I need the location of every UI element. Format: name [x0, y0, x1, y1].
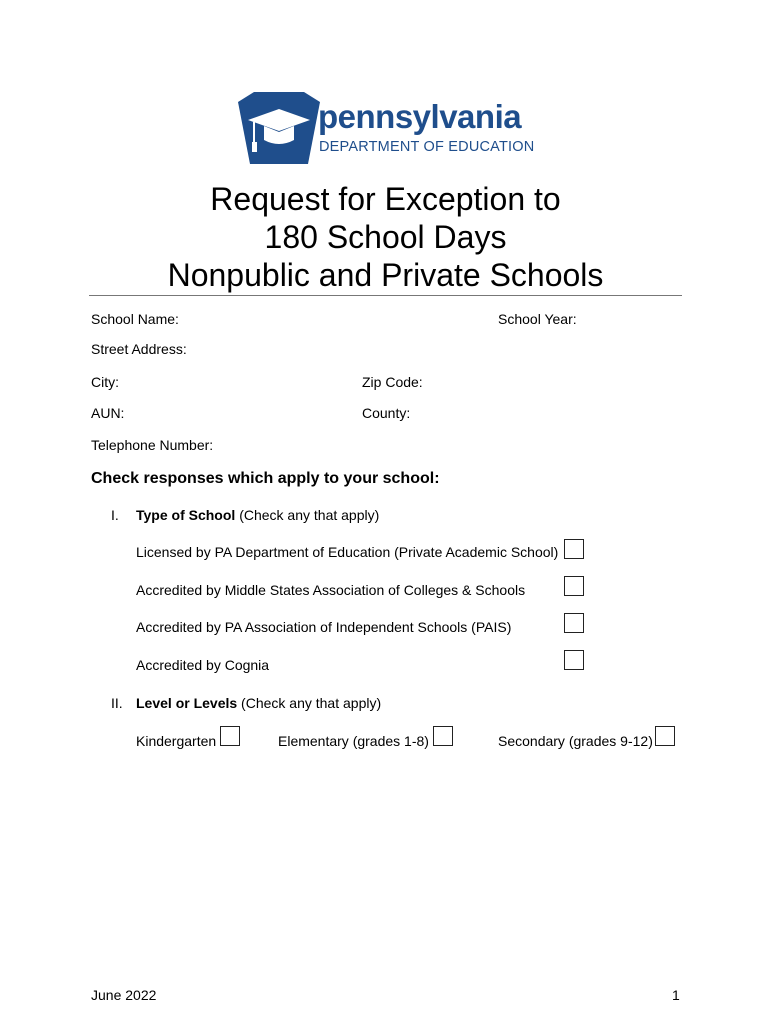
telephone-label: Telephone Number: — [91, 437, 214, 453]
option-middle-states-checkbox[interactable] — [564, 576, 584, 596]
option-kindergarten-label: Kindergarten — [136, 733, 217, 749]
section-2-label — [136, 695, 381, 711]
option-secondary-checkbox[interactable] — [655, 726, 675, 746]
section-1-label-rest: (Check any that apply) — [235, 507, 380, 523]
option-cognia-label: Accredited by Cognia — [136, 657, 270, 673]
check-responses-heading: Check responses which apply to your school: — [91, 470, 440, 487]
section-1-number: I. — [111, 507, 119, 523]
section-2-number: II. — [111, 695, 123, 711]
option-elementary-checkbox[interactable] — [433, 726, 453, 746]
logo-wordmark: pennsylvania — [318, 98, 522, 135]
option-pais-checkbox[interactable] — [564, 613, 584, 633]
option-cognia-checkbox[interactable] — [564, 650, 584, 670]
zip-code-label: Zip Code: — [362, 374, 423, 390]
school-year-label: School Year: — [498, 311, 577, 327]
county-label: County: — [362, 405, 411, 421]
section-1-label-bold: Type of School — [136, 507, 236, 523]
option-secondary-label: Secondary (grades 9-12) — [498, 733, 653, 749]
title-divider — [89, 295, 682, 296]
page-number: 1 — [672, 987, 680, 1003]
street-address-label: Street Address: — [91, 341, 187, 357]
option-elementary-label: Elementary (grades 1-8) — [278, 733, 429, 749]
logo-department: DEPARTMENT OF EDUCATION — [319, 139, 535, 155]
footer-date: June 2022 — [91, 987, 157, 1003]
title-line-2: 180 School Days — [264, 219, 507, 255]
option-kindergarten-checkbox[interactable] — [220, 726, 240, 746]
option-middle-states-label: Accredited by Middle States Association of Colleges & Schools — [136, 582, 526, 598]
section-2-label-rest: (Check any that apply) — [237, 695, 382, 711]
city-label: City: — [91, 374, 119, 390]
title-line-1: Request for Exception to — [210, 181, 561, 217]
school-name-label: School Name: — [91, 311, 179, 327]
option-private-academic-label: Licensed by PA Department of Education (Private Academic School) — [136, 544, 559, 560]
aun-label: AUN: — [91, 405, 125, 421]
section-1-label — [136, 507, 379, 523]
title-line-3: Nonpublic and Private Schools — [167, 257, 604, 293]
section-2-label-bold: Level or Levels — [136, 695, 238, 711]
keystone-graduation-cap-icon — [238, 92, 320, 164]
option-private-academic-checkbox[interactable] — [564, 539, 584, 559]
option-pais-label: Accredited by PA Association of Independent Schools (PAIS) — [136, 619, 512, 635]
page-title — [90, 180, 681, 294]
